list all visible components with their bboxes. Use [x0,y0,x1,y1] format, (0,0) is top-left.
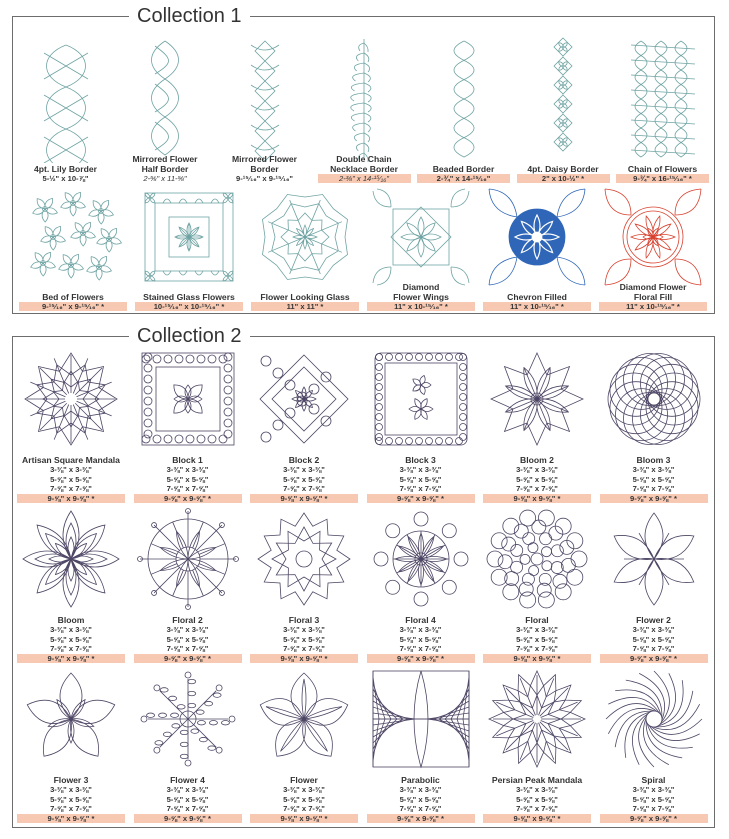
mirrored-border-icon [225,35,305,163]
pattern-size: 10-¹⁵⁄₁₆" x 10-¹⁵⁄₁₆" * [135,302,243,312]
floral-icon [485,507,589,611]
pattern-card [598,347,710,503]
pattern-size: 7-⅝" x 7-⅝" [516,804,558,813]
pattern-size: 5-⅝" x 5-⅝" [516,474,558,484]
pattern-card [614,31,711,183]
pattern-name: Diamond Flower Floral Fill [619,281,687,302]
pattern-size: 5-⅝" x 5-⅝" [516,794,558,804]
pattern-name: Bloom 2 [520,455,554,465]
pattern-size: 9-⅝" x 9-⅝" * [600,814,708,824]
beaded-border-icon [424,35,504,163]
pattern-size: 9-⅝" x 9-⅝" * [17,814,125,824]
pattern-name: Floral 3 [288,615,320,625]
pattern-size: 11" x 10-¹⁵⁄₁₆" * [483,302,591,312]
pattern-name: Spiral [641,775,666,785]
pattern-size: 7-⅝" x 7-⅝" [166,644,209,653]
pattern-size: 7-⅝" x 7-⅝" [283,804,325,813]
pattern-card [249,187,361,311]
pattern-size: 7-⅝" x 7-⅝" [516,484,558,493]
pattern-size: 3-⅜" x 3-⅜" [632,785,675,794]
stained-glass-icon [139,187,239,287]
pattern-card [481,667,593,823]
pattern-size: 5-⅝" x 5-⅝" [632,634,675,644]
pattern-size: 5-⅝" x 5-⅝" [283,634,325,644]
pattern-size: 9-⅝" x 9-⅝" * [367,494,475,504]
pattern-size: 5-⅝" x 5-⅝" [50,634,92,644]
pattern-card [248,667,360,823]
pattern-name: Artisan Square Mandala [22,455,120,465]
daisy-border-icon [523,35,603,163]
pattern-size: 7-⅝" x 7-⅝" [283,644,325,653]
pattern-card [132,667,244,823]
double-chain-icon [324,35,404,163]
bed-flowers-icon [23,187,123,287]
chain-flowers-icon [623,35,703,163]
pattern-name: Flower 4 [170,775,205,785]
pattern-size: 2" x 10-½" * [517,174,610,184]
floral3-icon [252,507,356,611]
pattern-size: 9-⅝" x 9-⅝" * [600,494,708,504]
pattern-size: 9-⅝" x 9-⅝" * [250,654,358,664]
pattern-size: 5-⅝" x 5-⅝" [632,474,675,484]
pattern-card [481,507,593,663]
pattern-card [15,347,127,503]
pattern-name: Diamond Flower Wings [393,281,449,302]
pattern-size: 9-⅝" x 9-⅝" * [250,494,358,504]
pattern-card [216,31,313,183]
pattern-name: Floral [525,615,549,625]
pattern-size: 3-⅜" x 3-⅜" [399,785,442,794]
pattern-size: 5-⅝" x 5-⅝" [399,634,442,644]
flower-icon [252,667,356,771]
pattern-size: 5-⅝" x 5-⅝" [50,474,92,484]
pattern-size: 9-⅝" x 9-⅝" * [483,654,591,664]
pattern-name: 4pt. Daisy Border [527,163,599,174]
pattern-size: 3-⅜" x 3-⅜" [50,625,92,634]
pattern-name: Beaded Border [432,163,495,174]
block2-icon [252,347,356,451]
pattern-size: 9-⅝" x 9-⅝" * [17,494,125,504]
pattern-card [15,507,127,663]
pattern-size: 3-⅜" x 3-⅜" [516,785,558,794]
pattern-card [481,187,593,311]
pattern-size: 9-⅝" x 9-⅝" * [367,814,475,824]
pattern-card [597,187,709,311]
pattern-name: Double Chain Necklace Border [330,153,398,174]
pattern-size: 5-⅝" x 5-⅝" [166,794,209,804]
collection-1-panel [12,5,715,314]
pattern-size: 5-⅝" x 5-⅝" [166,474,209,484]
pattern-card [132,347,244,503]
floral-fill-icon [603,187,703,287]
pattern-size: 7-⅝" x 7-⅝" [516,644,558,653]
pattern-size: 3-⅜" x 3-⅜" [283,465,325,474]
pattern-size: 5-⅝" x 5-⅝" [632,794,675,804]
pattern-card [415,31,512,183]
pattern-card [117,31,214,183]
collection-2-title: Collection 2 [129,323,250,349]
pattern-size: 7-⅝" x 7-⅝" [399,644,442,653]
pattern-card [17,187,129,311]
spiral-icon [602,667,706,771]
pattern-size: 11" x 11" * [251,302,359,312]
pattern-size: 3-⅜" x 3-⅜" [166,465,209,474]
flower4-icon [136,667,240,771]
pattern-size: 3-⅜" x 3-⅜" [516,625,558,634]
lily-border-icon [26,35,106,163]
pattern-size: 9-⅝" x 9-⅝" * [367,654,475,664]
collection-1-title: Collection 1 [129,3,250,29]
pattern-name: Stained Glass Flowers [143,291,235,302]
pattern-name: Parabolic [401,775,440,785]
chevron-filled-icon [487,187,587,287]
pattern-size: 5-⅝" x 5-⅝" [283,474,325,484]
pattern-name: Floral 2 [172,615,203,625]
pattern-name: Block 2 [288,455,320,465]
pattern-card [316,31,413,183]
collection-2-panel [12,325,715,828]
pattern-size: 9-⅝" x 9-⅝" * [483,494,591,504]
bloom3-icon [602,347,706,451]
pattern-size: 7-⅝" x 7-⅝" [632,484,675,493]
pattern-name: Mirrored Flower Border [232,153,297,174]
pattern-name: Bloom 3 [636,455,671,465]
pattern-size: 7-⅝" x 7-⅝" [632,644,675,653]
block3-icon [369,347,473,451]
pattern-name: Bed of Flowers [42,291,104,302]
pattern-name: Persian Peak Mandala [491,775,583,785]
pattern-size: 7-⅝" x 7-⅝" [50,644,92,653]
pattern-name: Chain of Flowers [627,163,698,174]
pattern-size: 3-⅜" x 3-⅜" [632,625,675,634]
pattern-card [598,507,710,663]
pattern-name: Block 1 [172,455,203,465]
pattern-card [248,507,360,663]
block1-icon [136,347,240,451]
pattern-size: 5-⅝" x 5-⅝" [50,794,92,804]
pattern-size: 9-¾" x 16-¹⁵⁄₁₆" * [616,174,709,184]
pattern-name: Flower 2 [636,615,671,625]
square-mandala-icon [19,347,123,451]
pattern-name: Flower [290,775,318,785]
pattern-size: 9-⅝" x 9-⅝" * [17,654,125,664]
pattern-size: 3-⅜" x 3-⅜" [166,625,209,634]
pattern-name: Block 3 [405,455,436,465]
pattern-card [598,667,710,823]
parabolic-icon [369,667,473,771]
pattern-size: 3-⅜" x 3-⅜" [399,465,442,474]
pattern-name: Chevron Filled [507,291,567,302]
pattern-size: 3-⅜" x 3-⅜" [283,785,325,794]
pattern-size: 9-⅝" x 9-⅝" * [483,814,591,824]
pattern-card [481,347,593,503]
pattern-size: 2-¾" x 14-¹⁵⁄₁₆" [417,174,510,184]
looking-glass-icon [255,187,355,287]
pattern-card [365,347,477,503]
pattern-size: 7-⅝" x 7-⅝" [166,484,209,493]
pattern-name: Flower 3 [53,775,89,785]
pattern-card [248,347,360,503]
pattern-size: 5-½" x 10-⅞" [42,173,89,183]
pattern-size: 11" x 10-¹⁵⁄₁₆" * [599,302,707,312]
flower2-icon [602,507,706,611]
pattern-size: 5-⅝" x 5-⅝" [283,794,325,804]
pattern-size: 5-⅝" x 5-⅝" [399,794,442,804]
pattern-card [515,31,612,183]
pattern-card [133,187,245,311]
pattern-size: 7-⅝" x 7-⅝" [50,484,92,493]
pattern-size: 9-⅝" x 9-⅝" * [250,814,358,824]
pattern-name: Bloom [57,615,85,625]
pattern-size: 9-¹⁵⁄₁₆" x 9-¹⁵⁄₁₆" * [19,302,127,312]
pattern-size: 7-⅝" x 7-⅝" [399,484,442,493]
floral4-icon [369,507,473,611]
pattern-size: 3-⅜" x 3-⅜" [283,625,325,634]
pattern-card [365,667,477,823]
pattern-size: 3-⅜" x 3-⅜" [399,625,442,634]
pattern-size: 9-⅝" x 9-⅝" * [134,814,242,824]
pattern-size: 7-⅝" x 7-⅝" [632,804,675,813]
pattern-name: 4pt. Lily Border [33,163,98,174]
pattern-size: 3-⅜" x 3-⅜" [516,465,558,474]
pattern-size: 5-⅝" x 5-⅝" [516,634,558,644]
pattern-card [365,187,477,311]
pattern-size: 7-⅝" x 7-⅝" [399,804,442,813]
floral2-icon [136,507,240,611]
pattern-size: 7-⅝" x 7-⅝" [166,804,209,813]
pattern-size: 9-⅝" x 9-⅝" * [134,494,242,504]
mirrored-half-border-icon [125,35,205,163]
pattern-name: Mirrored Flower Half Border [132,153,198,174]
pattern-size: 7-⅝" x 7-⅝" [50,804,92,813]
diamond-wings-icon [371,187,471,287]
pattern-card [17,31,114,183]
pattern-size: 3-⅜" x 3-⅜" [50,465,92,474]
pattern-size: 9-⅝" x 9-⅝" * [134,654,242,664]
flower3-icon [19,667,123,771]
bloom2-icon [485,347,589,451]
bloom-icon [19,507,123,611]
pattern-card [365,507,477,663]
pattern-name: Flower Looking Glass [260,291,350,302]
persian-mandala-icon [485,667,589,771]
pattern-card [15,667,127,823]
pattern-size: 5-⅝" x 5-⅝" [399,474,442,484]
pattern-size: 9-⅝" x 9-⅝" * [600,654,708,664]
pattern-size: 3-⅜" x 3-⅜" [50,785,92,794]
pattern-size: 2-⅜" x 14-¹⁵⁄₁₆" [318,174,411,184]
pattern-size: 2-⅝" x 11-⅝" [143,173,187,183]
pattern-size: 11" x 10-¹⁵⁄₁₆" * [367,302,475,312]
pattern-size: 3-⅜" x 3-⅜" [632,465,675,474]
pattern-size: 3-⅜" x 3-⅜" [166,785,209,794]
pattern-name: Floral 4 [405,615,436,625]
pattern-size: 7-⅝" x 7-⅝" [283,484,325,493]
pattern-size: 5-⅝" x 5-⅝" [166,634,209,644]
pattern-size: 9-¹⁵⁄₁₆" x 9-¹⁵⁄₁₆" [235,173,294,183]
pattern-card [132,507,244,663]
